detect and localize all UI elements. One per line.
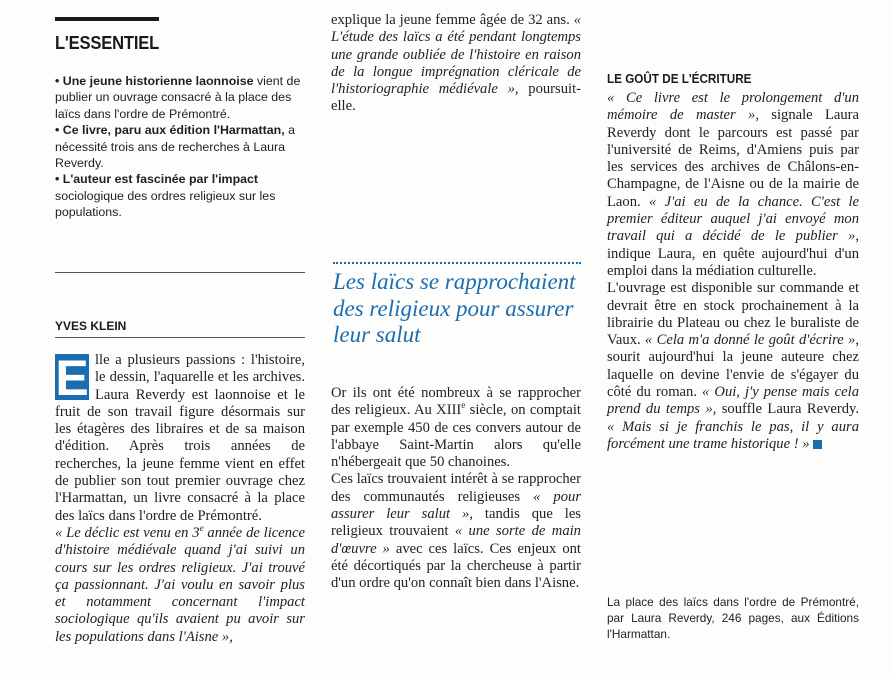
point-2-text: a nécessité trois ans de recherches à Laura Reverdy.	[55, 123, 296, 171]
article-body-col3	[607, 90, 859, 453]
byline: YVES KLEIN	[55, 319, 127, 333]
paragraph-4c: avec ces laïcs. Ces enjeux ont été décortiqués par la chercheuse à partir d'un ordre qu'on connaît bien dans l'Aisne.	[331, 540, 581, 592]
quote-memoire: « Ce livre est le prolongement d'un mémoire de master »	[607, 90, 859, 124]
article-body-col2-bottom	[331, 385, 581, 593]
divider	[55, 337, 305, 338]
article-body-col2-top	[331, 12, 581, 116]
subhead: LE GOÛT DE L'ÉCRITURE	[607, 71, 752, 86]
essentiel-title: L'ESSENTIEL	[55, 33, 160, 53]
essentiel-point-3	[55, 171, 305, 220]
paragraph-6b: , sourit aujourd'hui la jeune auteure chez laquelle on devine l'envie de s'égayer du côté du roman.	[607, 332, 859, 401]
paragraph-6c: , souffle Laura Reverdy.	[712, 401, 859, 418]
text-explique: explique la jeune femme âgée de 32 ans.	[331, 12, 574, 28]
paragraph-4b: , tandis que les religieux trouvaient	[331, 506, 581, 540]
point-1-text: vient de publier un ouvrage consacré à la place des laïcs dans l'ordre de Prémontré.	[55, 74, 301, 121]
article-body-col1	[55, 352, 305, 646]
point-2-lead: • Ce livre, paru aux édition l'Harmattan,	[55, 123, 285, 138]
pull-quote: Les laïcs se rapprochaient des religieux pour assurer leur salut	[333, 269, 576, 347]
paragraph-5a: , signale Laura Reverdy dont le parcours est passé par l'université de Reims, d'Amiens puis par les services des archives de Châlons-en-Champagne, de l'Aisne ou de la mairie de Laon.	[607, 107, 860, 210]
quote-salut: « pour assurer leur salut »	[331, 488, 581, 523]
essentiel-point-1	[55, 73, 305, 122]
quote-1a: « Le déclic est venu en 3	[55, 524, 200, 541]
paragraph-3b: siècle, on comptait par exemple 450 de ces convers autour de l'abbaye Saint-Martin alors qu'elle n'hébergeait que 50 chanoines.	[331, 402, 581, 471]
point-1-lead: • Une jeune historienne laonnoise	[55, 74, 254, 88]
quote-1b: année de licence d'histoire médiévale quand j'ai suivi un cours sur les ordres religieux. J'ai trouvé ça passionnant. J'ai voulu en savoir plus et notamment concernant l'impact sociologique qu'ils avaient pu avoir sur les populations dans l'Aisne »,	[55, 524, 305, 645]
book-caption: La place des laïcs dans l'ordre de Prémontré, par Laura Reverdy, 246 pages, aux Éditions l'Harmattan.	[607, 595, 859, 641]
century-sup: e	[461, 400, 466, 411]
section-bar	[55, 17, 159, 21]
paragraph-5b: , indique Laura, en quête aujourd'hui d'un emploi dans la médiation culturelle.	[607, 228, 859, 279]
point-3-text: sociologique des ordres religieux sur les populations.	[55, 188, 276, 220]
quote-2: « L'étude des laïcs a été pendant longtemps une grande oubliée de l'histoire en raison de la longue imprégnation cléricale de l'historiographie médiévale »,	[331, 12, 581, 98]
text-poursuit: poursuit-elle.	[331, 81, 581, 115]
quote-chance: « J'ai eu de la chance. C'est le premier éditeur auquel j'ai envoyé mon travail qui a décidé de le publier »	[607, 193, 859, 245]
pullquote-rule	[333, 262, 581, 264]
ordinal-sup: e	[199, 523, 204, 534]
quote-main-oeuvre: « une sorte de main d'œuvre »	[331, 523, 581, 557]
quote-trame: « Mais si je franchis le pas, il y aura forcément une trame historique ! »	[607, 418, 859, 452]
quote-gout: « Cela m'a donné le goût d'écrire »	[644, 332, 856, 349]
paragraph-4a: Ces laïcs trouvaient intérêt à se rapprocher des communautés religieuses	[331, 471, 581, 505]
quote-temps: « Oui, j'y pense mais cela prend du temps »	[607, 384, 859, 418]
end-mark-icon	[813, 440, 822, 449]
essentiel-point-2	[55, 122, 305, 171]
divider	[55, 272, 305, 273]
essentiel-list	[55, 73, 305, 221]
drop-cap: E	[55, 350, 89, 406]
point-3-lead: • L'auteur est fascinée par l'impact	[55, 172, 259, 187]
paragraph-3a: Or ils ont été nombreux à se rapprocher des religieux. Au XIII	[331, 385, 581, 419]
paragraph-6a: L'ouvrage est disponible sur commande et devrait être en stock prochainement à la librairie du Plateau ou chez le buraliste de Vaux.	[607, 280, 859, 349]
paragraph-1: lle a plusieurs passions : l'histoire, le dessin, l'aquarelle et les archives. Laura Reverdy est laonnoise et le fruit de son travail figure désormais sur les étagères des libraires et de sa maison d'édition. Après trois années de recherches, la jeune femme vient en effet de publier son tout premier ouvrage chez l'Harmattan, un livre consacré à la place des laïcs dans l'ordre de Prémontré.	[55, 352, 305, 524]
